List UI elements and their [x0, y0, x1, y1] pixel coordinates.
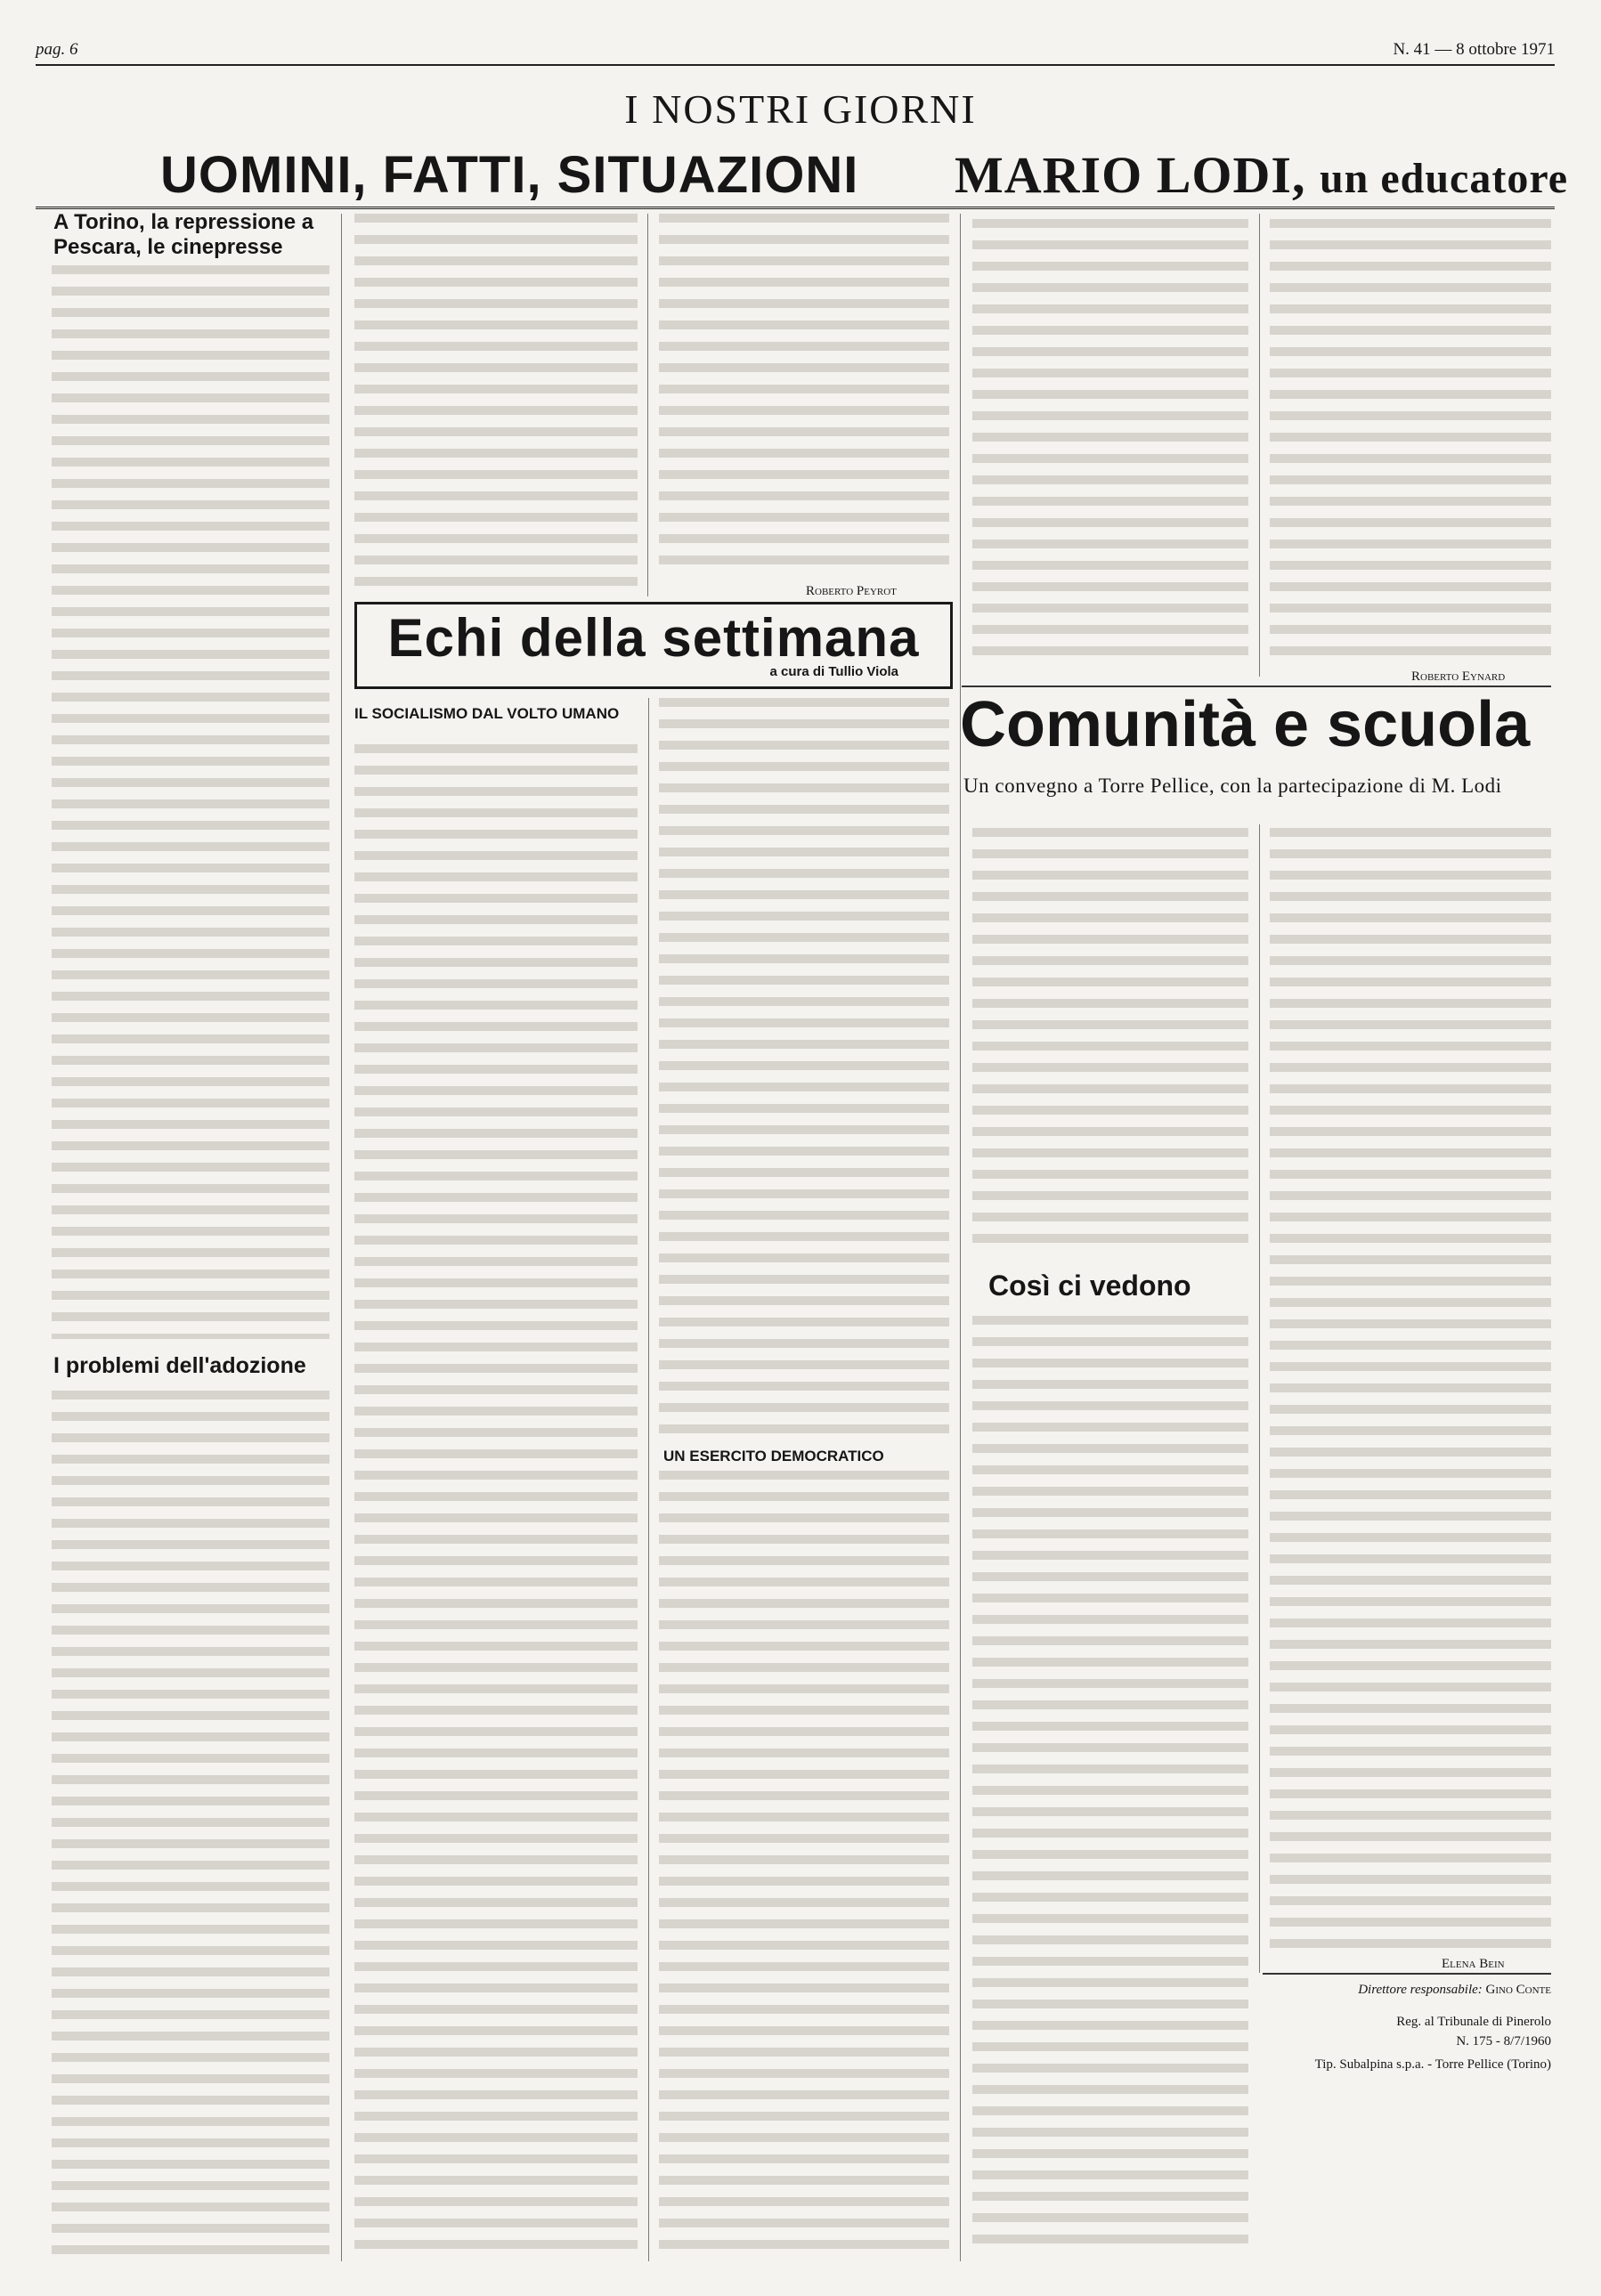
imprint-director-label: Direttore responsabile: — [1358, 1983, 1483, 1997]
article-socialismo-continued — [659, 698, 949, 1433]
imprint-director-name: Gino Conte — [1485, 1983, 1551, 1997]
article-lodi-col1 — [972, 219, 1248, 664]
headline-mario-lodi — [955, 146, 1569, 204]
deck-comunita: Un convegno a Torre Pellice, con la partecipazione di M. Lodi — [963, 775, 1502, 797]
imprint-registration-number: N. 175 - 8/7/1960 — [1456, 2034, 1551, 2049]
column-rule — [647, 214, 648, 596]
column-rule — [648, 698, 649, 2261]
imprint-printer: Tip. Subalpina s.p.a. - Torre Pellice (Torino) — [1314, 2057, 1551, 2072]
signature-peyrot: Roberto Peyrot — [806, 584, 897, 598]
column-rule — [1259, 214, 1260, 677]
article-comunita-col2 — [1270, 828, 1551, 1948]
column-rule — [960, 214, 961, 2261]
column-rule — [341, 214, 342, 2261]
echi-byline: a cura di Tullio Viola — [769, 664, 898, 679]
subhead-socialismo: IL SOCIALISMO DAL VOLTO UMANO — [354, 705, 620, 722]
page-number: pag. 6 — [36, 40, 78, 59]
headline-lodi-subtitle: un educatore — [1319, 155, 1569, 202]
section-kicker: I NOSTRI GIORNI — [624, 86, 977, 132]
imprint-director — [1256, 1982, 1551, 2000]
article-lodi-col2 — [1270, 219, 1551, 661]
article-adozione-body — [52, 1391, 329, 2256]
echi-della-settimana-box — [354, 602, 953, 689]
article-torino-body — [52, 265, 329, 1339]
headline-uomini-fatti-situazioni: UOMINI, FATTI, SITUAZIONI — [160, 146, 859, 204]
article-torino-end — [659, 214, 949, 575]
signature-eynard: Roberto Eynard — [1411, 669, 1506, 684]
article-comunita-col1 — [972, 828, 1248, 1255]
article-cosi-body — [972, 1316, 1248, 2256]
echi-title: Echi della settimana — [387, 608, 920, 668]
headline-lodi-name: MARIO LODI, — [955, 146, 1306, 204]
headline-comunita-e-scuola: Comunità e scuola — [960, 689, 1531, 760]
subhead-adozione: I problemi dell'adozione — [53, 1353, 306, 1378]
subhead-torino: A Torino, la repressione a Pescara, le cinepresse — [53, 210, 314, 259]
article-torino-continued — [354, 214, 638, 588]
masthead-rule — [36, 207, 1555, 209]
page-folio — [36, 36, 1555, 66]
article-socialismo-body — [354, 744, 638, 2256]
headline-cosi-ci-vedono: Così ci vedono — [988, 1270, 1191, 1302]
signature-bein: Elena Bein — [1442, 1957, 1505, 1971]
article-esercito-body — [659, 1471, 949, 2256]
imprint-registration: Reg. al Tribunale di Pinerolo — [1396, 2015, 1551, 2029]
subhead-esercito: UN ESERCITO DEMOCRATICO — [663, 1448, 884, 1464]
imprint-rule — [1263, 1973, 1551, 1975]
column-rule — [1259, 824, 1260, 1973]
issue-date: N. 41 — 8 ottobre 1971 — [1393, 40, 1555, 59]
section-divider — [962, 686, 1551, 687]
